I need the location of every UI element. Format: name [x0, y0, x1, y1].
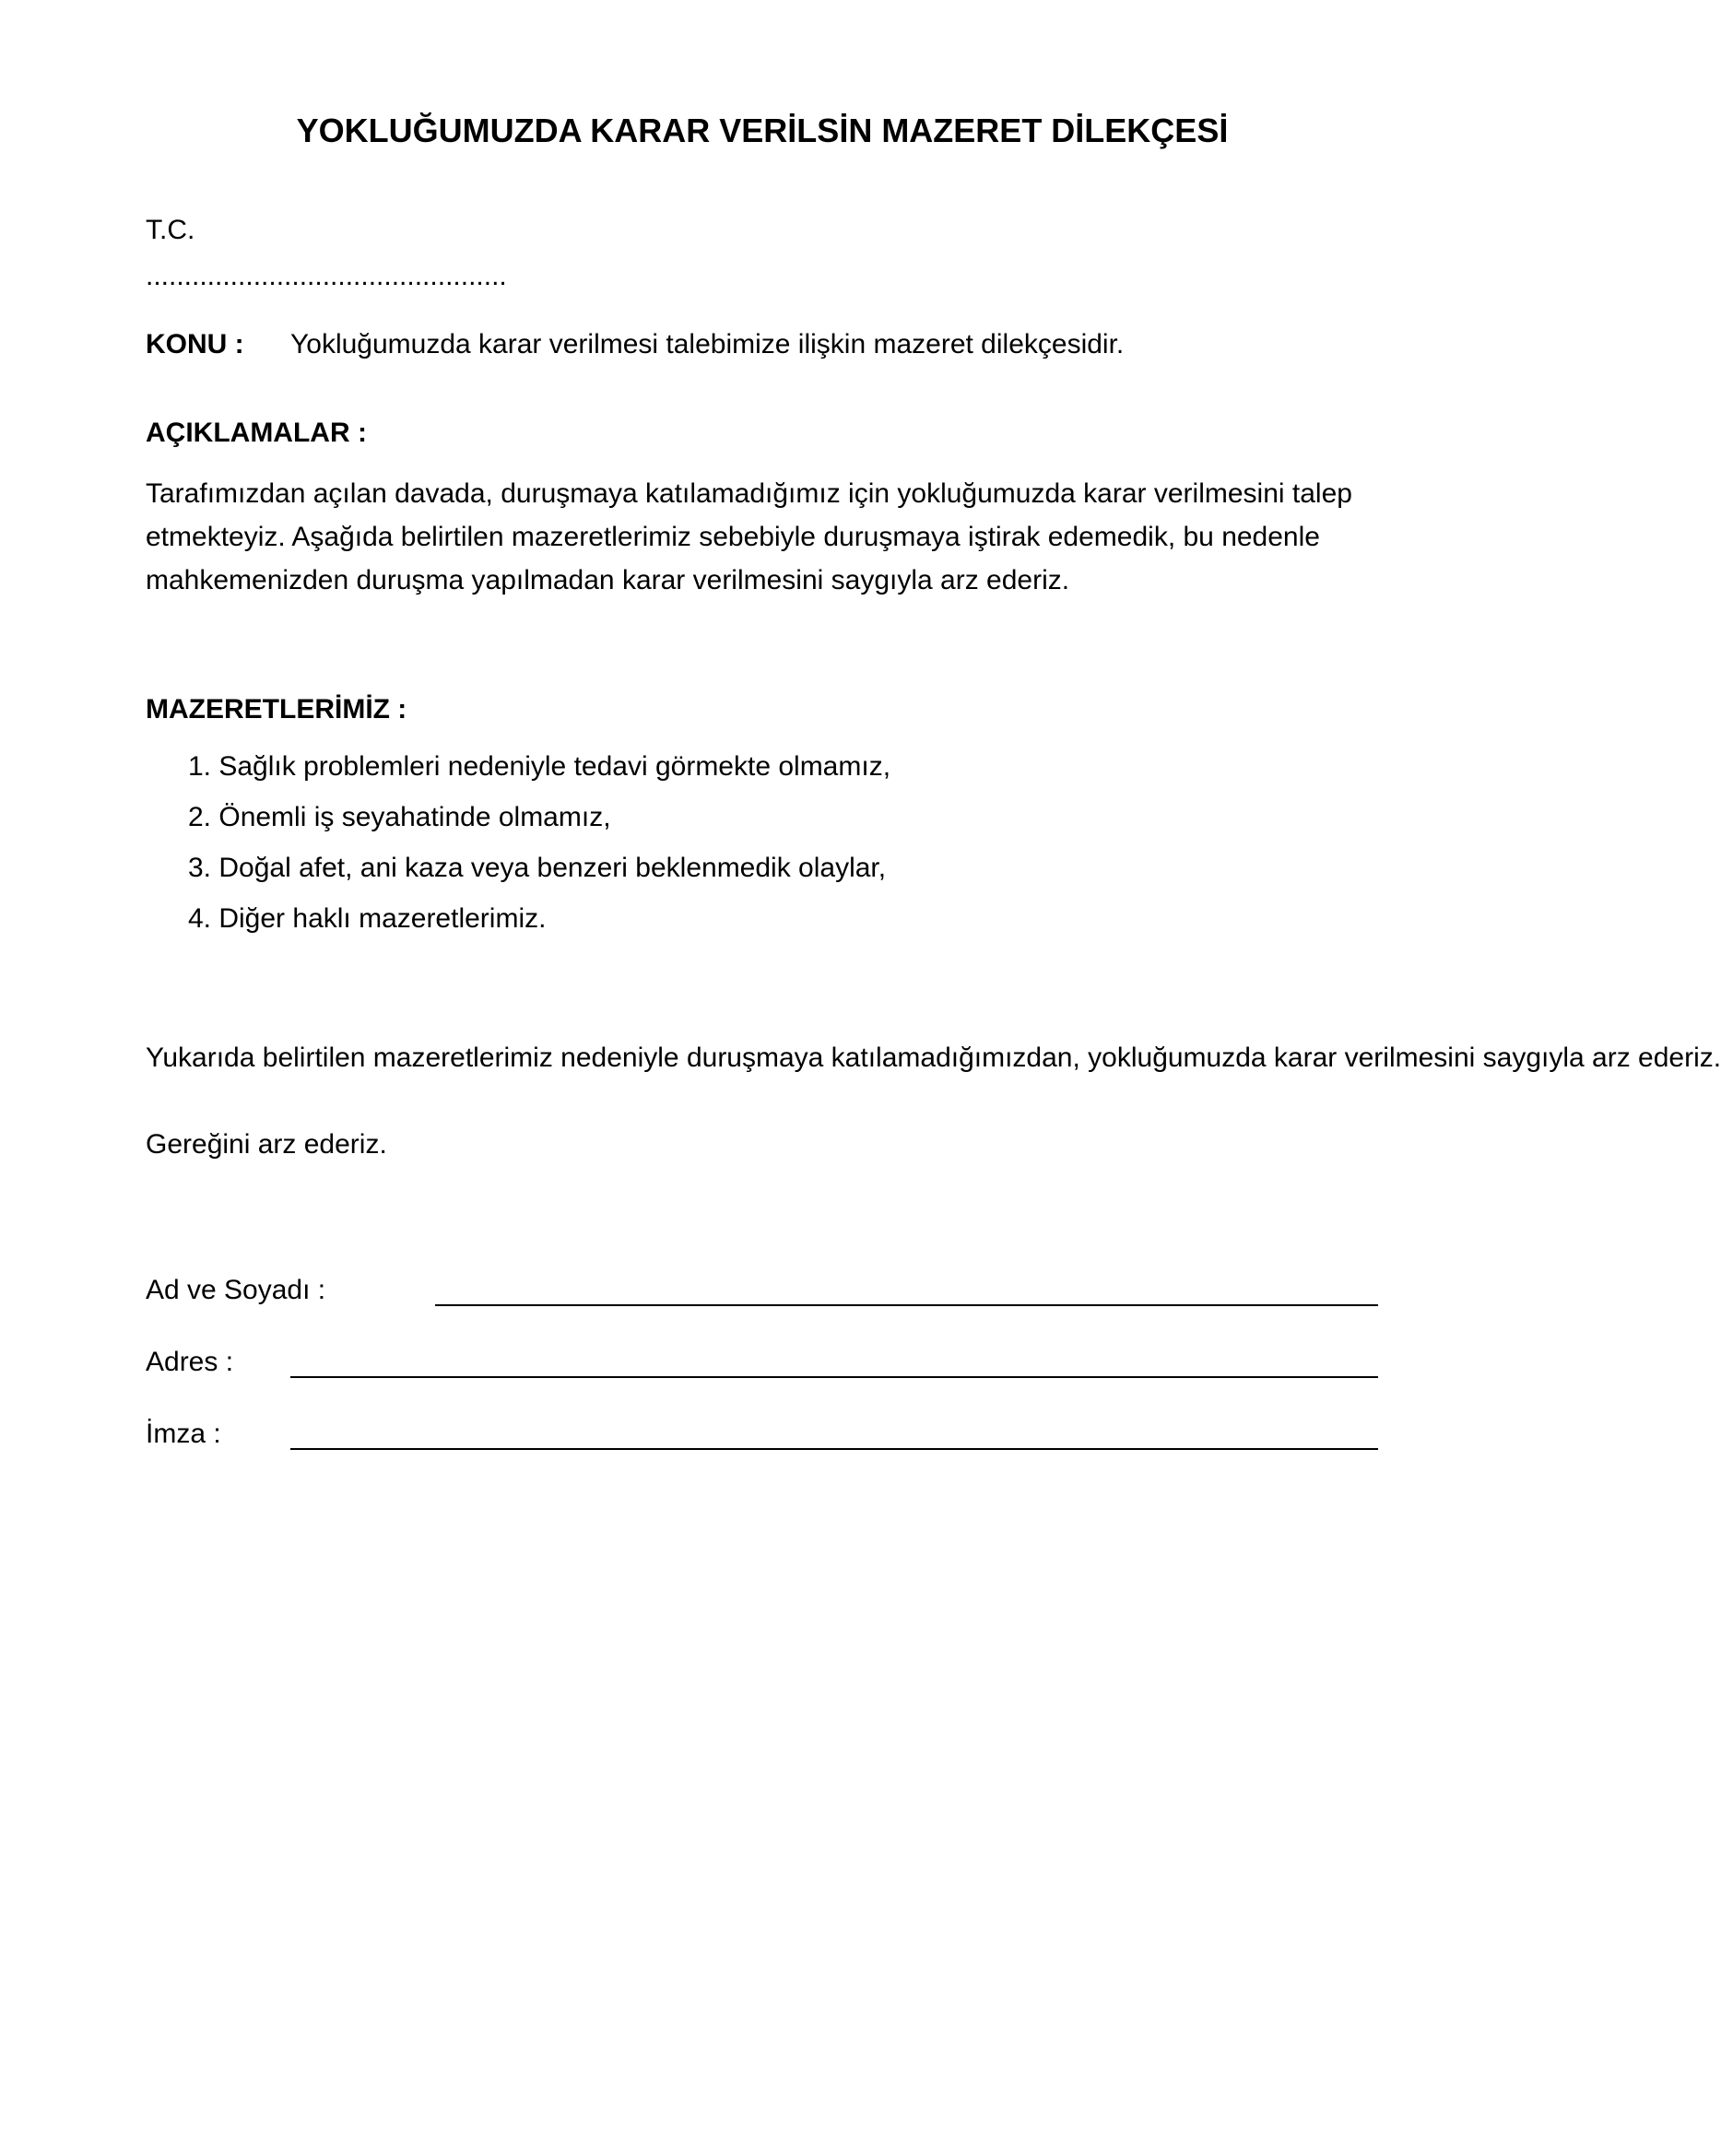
- excuse-item: 1. Sağlık problemleri nedeniyle tedavi görmekte olmamız,: [188, 751, 891, 782]
- recipient-line-1: T.C.: [146, 215, 195, 245]
- explanations-heading: AÇIKLAMALAR :: [146, 418, 367, 448]
- conclusion-text: Yukarıda belirtilen mazeretlerimiz nedeniyle duruşmaya katılamadığımızdan, yokluğumuzda karar verilmesini saygıyla arz ederiz.: [146, 1043, 1721, 1073]
- signature-label: İmza :: [146, 1419, 221, 1449]
- explanations-line: mahkemenizden duruşma yapılmadan karar verilmesini saygıyla arz ederiz.: [146, 565, 1070, 595]
- closing-text: Gereğini arz ederiz.: [146, 1129, 387, 1160]
- subject-label: KONU :: [146, 329, 244, 359]
- explanations-paragraph: [146, 472, 1381, 602]
- excuse-item: 2. Önemli iş seyahatinde olmamız,: [188, 802, 611, 832]
- name-label: Ad ve Soyadı :: [146, 1275, 326, 1305]
- address-signature-line: [290, 1376, 1378, 1378]
- explanations-line: Tarafımızdan açılan davada, duruşmaya katılamadığımız için yokluğumuzda karar verilmesini talep: [146, 478, 1352, 509]
- document-title: YOKLUĞUMUZDA KARAR VERİLSİN MAZERET DİLEKÇESİ: [296, 112, 1229, 149]
- excuses-heading: MAZERETLERİMİZ :: [146, 694, 407, 725]
- subject-text: Yokluğumuzda karar verilmesi talebimize ilişkin mazeret dilekçesidir.: [290, 329, 1125, 359]
- name-signature-line: [435, 1304, 1378, 1306]
- signature-line: [290, 1448, 1378, 1450]
- recipient-line-2: ...............................................: [146, 261, 507, 291]
- explanations-line: etmekteyiz. Aşağıda belirtilen mazeretlerimiz sebebiyle duruşmaya iştirak edemedik, bu nedenle: [146, 522, 1320, 552]
- excuse-item: 4. Diğer haklı mazeretlerimiz.: [188, 903, 547, 934]
- excuse-item: 3. Doğal afet, ani kaza veya benzeri beklenmedik olaylar,: [188, 853, 887, 883]
- address-label: Adres :: [146, 1347, 234, 1377]
